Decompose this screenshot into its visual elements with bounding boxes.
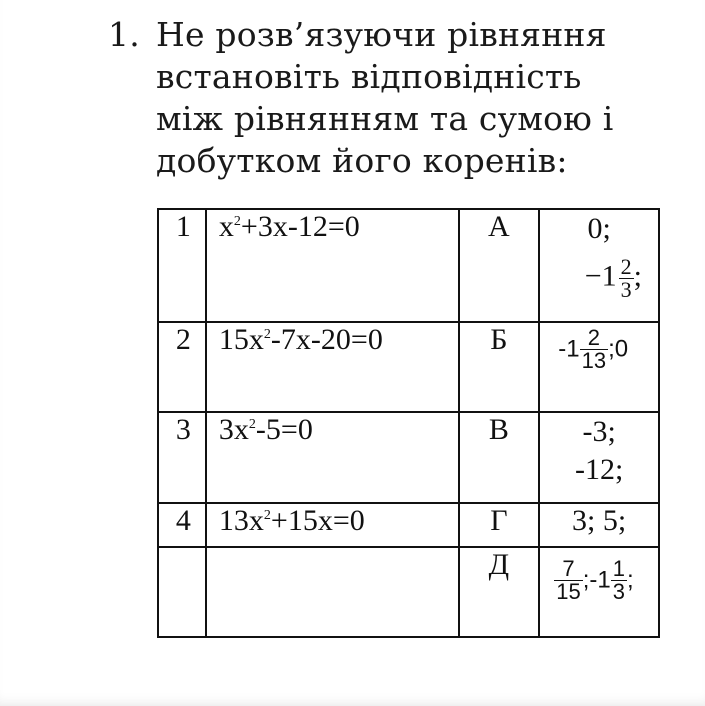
answer-letter: Б (459, 322, 540, 412)
equation: $x^2+3x-12=0$ (206, 209, 459, 322)
equation-number: 4 (158, 503, 206, 547)
task-line: встановіть відповідність (156, 57, 582, 96)
equation-number: 3 (158, 412, 206, 503)
equation-number (158, 547, 206, 637)
matching-table (157, 208, 660, 638)
answer-value: 0; −1 $\frac{2}{3}$ ; (539, 209, 659, 322)
task-line: добутком його коренів: (156, 141, 568, 180)
task-text (156, 14, 696, 182)
table-row (158, 322, 659, 412)
table-row (158, 209, 659, 322)
answer-letter: В (459, 412, 540, 503)
answer-value: -1 $\frac{2}{13}$ ;0 (539, 322, 659, 412)
answer-letter: Г (459, 503, 540, 547)
task-line: Не розв’язуючи рівняння (156, 15, 607, 54)
task-number: 1. (108, 15, 140, 54)
equation-number: 1 (158, 209, 206, 322)
table-row (158, 503, 659, 547)
equation (206, 547, 459, 637)
table-row (158, 547, 659, 637)
equation: $3x^2-5=0$ (206, 412, 459, 503)
equation: $13x^2+15x=0$ (206, 503, 459, 547)
answer-letter: Д (459, 547, 540, 637)
answer-value: $\frac{7}{15}$ ;-1 $\frac{1}{3}$ ; (539, 547, 659, 637)
answer-value: -3; -12; (539, 412, 659, 503)
answer-value: 3; 5; (539, 503, 659, 547)
equation-number: 2 (158, 322, 206, 412)
equation: $15x^2-7x-20=0$ (206, 322, 459, 412)
answer-letter: А (459, 209, 540, 322)
task-line: між рівнянням та сумою і (156, 99, 614, 138)
table-row (158, 412, 659, 503)
